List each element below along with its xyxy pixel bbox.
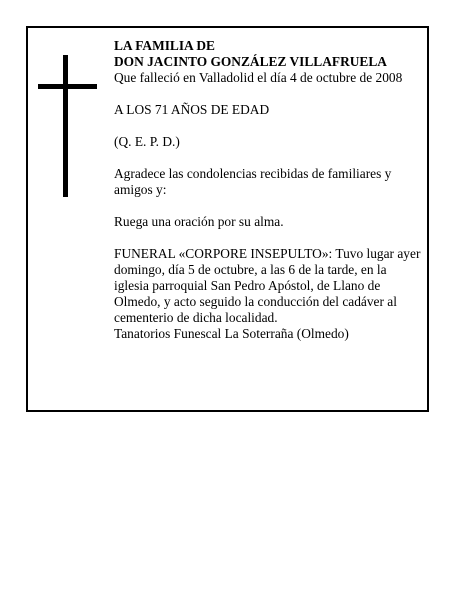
qepd-line: (Q. E. P. D.): [114, 134, 180, 149]
deceased-name: DON JACINTO GONZÁLEZ VILLAFRUELA: [114, 54, 387, 69]
funeral-paragraph: FUNERAL «CORPORE INSEPULTO»: Tuvo lugar ayer domingo, día 5 de octubre, a las 6 de la tarde, en la iglesia parroquial San Pedro Apóstol, de Llano de Olmedo, y acto seguido la conducción del cadáver al cementerio de dicha localidad.: [114, 246, 421, 325]
funeral-home-line: Tanatorios Funescal La Soterraña (Olmedo): [114, 326, 349, 341]
prayer-line: Ruega una oración por su alma.: [114, 214, 284, 229]
cross-icon-crossbar: [38, 84, 97, 89]
obituary-text: [114, 38, 424, 342]
age-line: A LOS 71 AÑOS DE EDAD: [114, 102, 270, 117]
death-line: Que falleció en Valladolid el día 4 de octubre de 2008: [114, 70, 403, 85]
thanks-paragraph: Agradece las condolencias recibidas de familiares y amigos y:: [114, 166, 392, 197]
cross-icon: [63, 55, 68, 197]
family-line: LA FAMILIA DE: [114, 38, 215, 53]
